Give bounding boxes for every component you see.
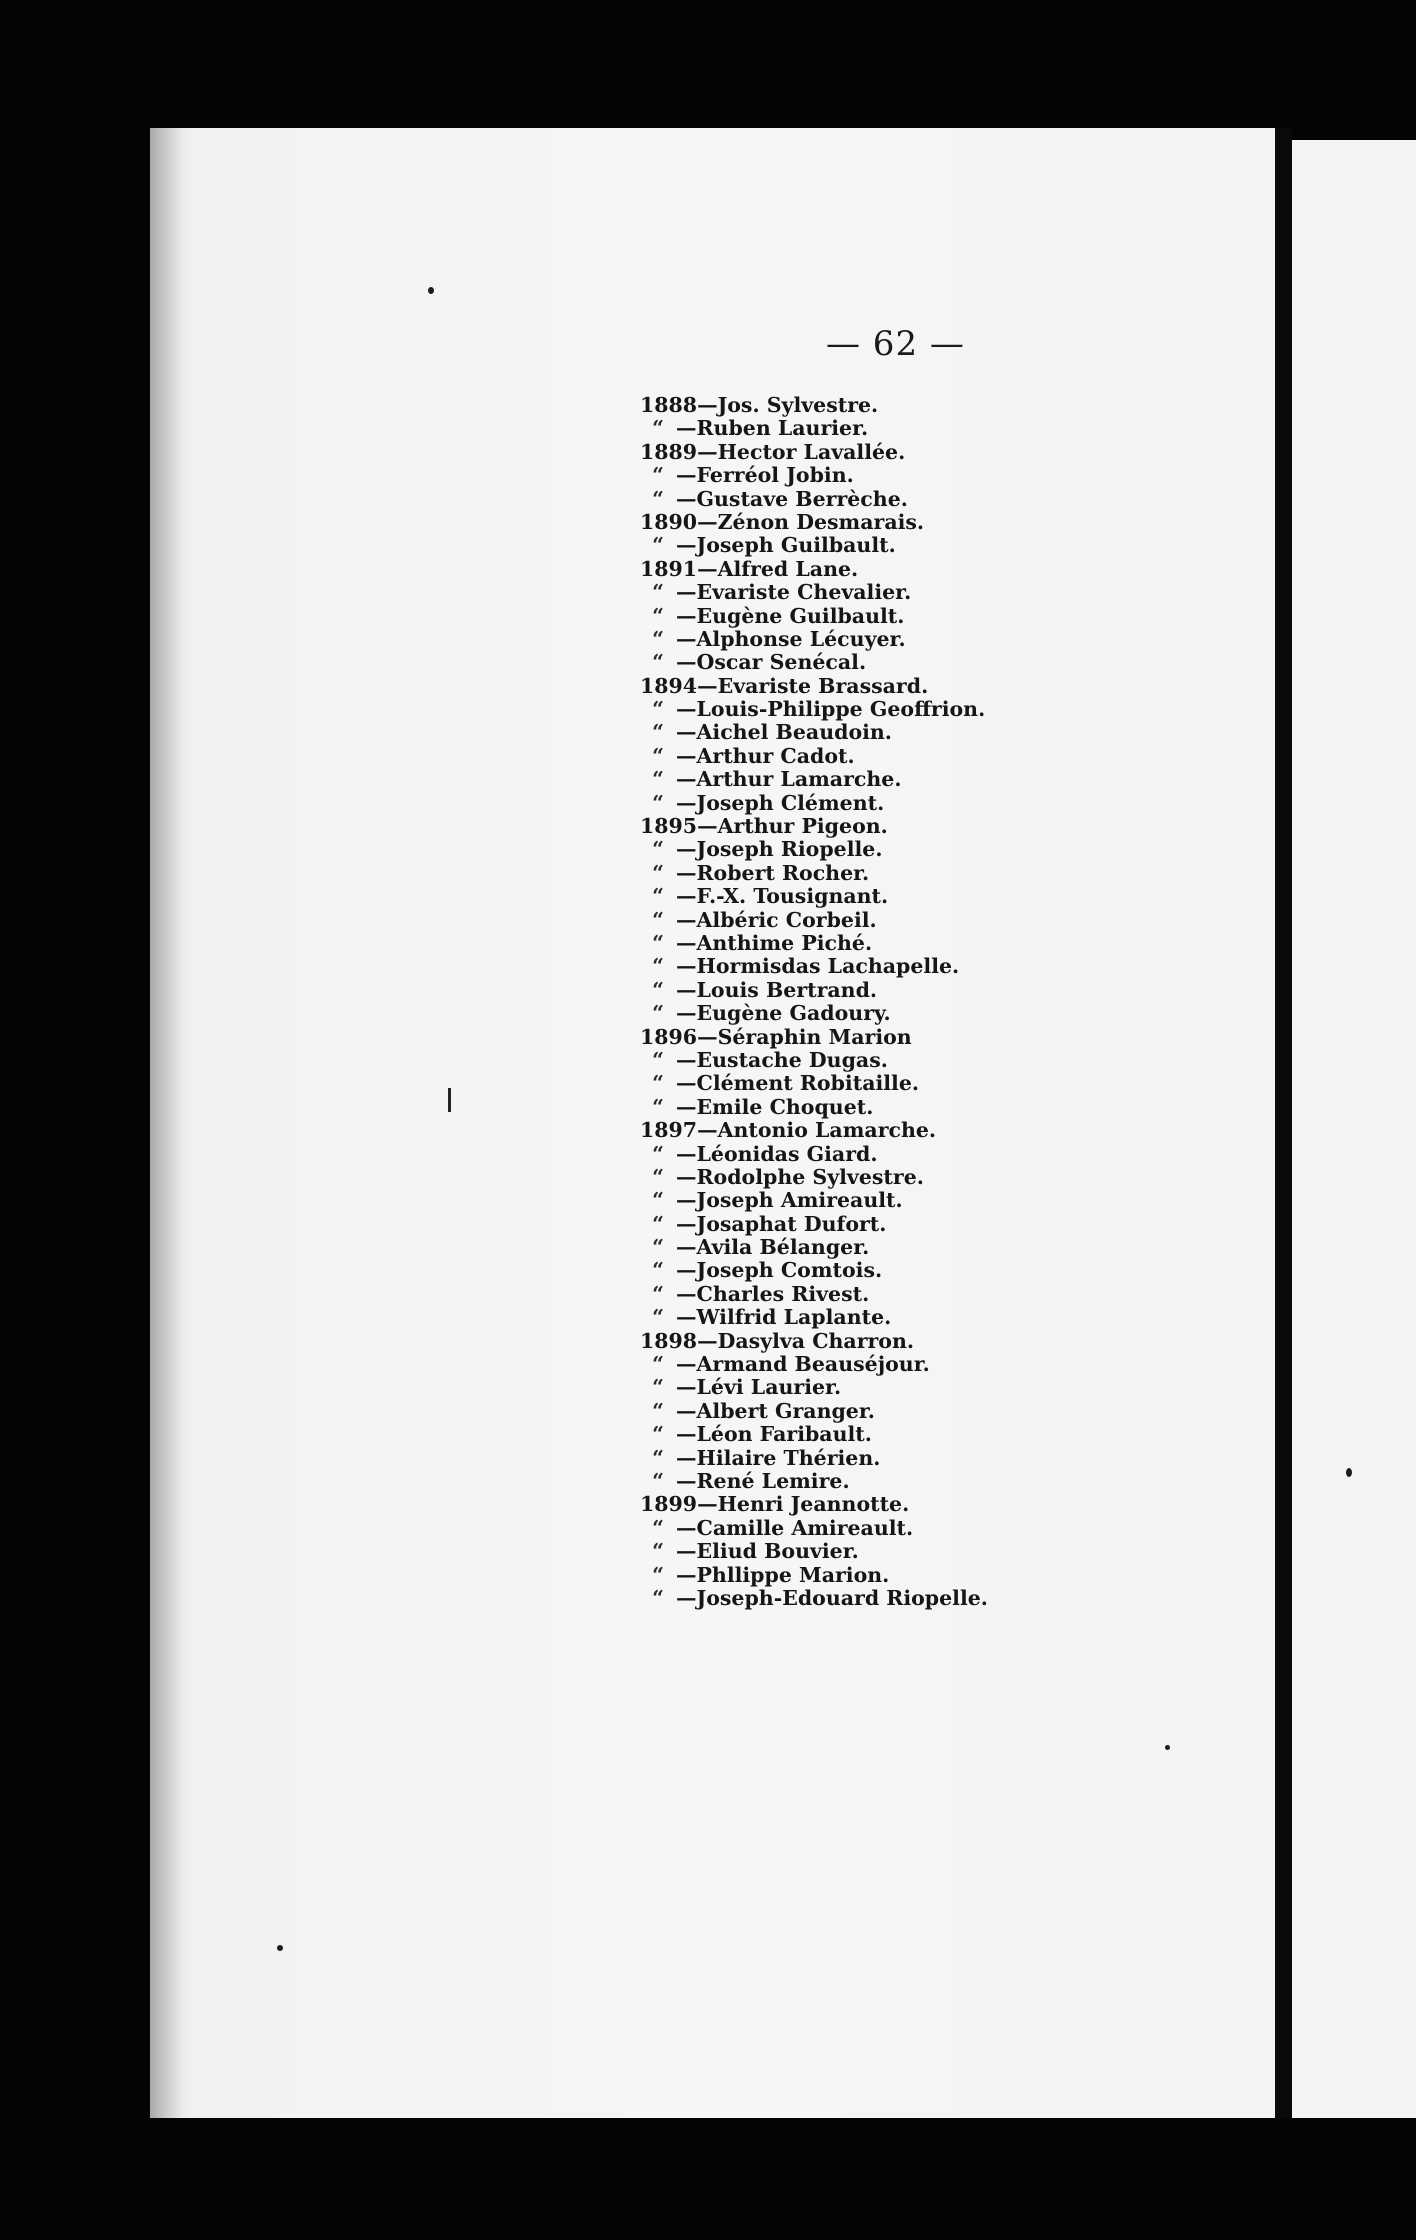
ditto-mark: “	[652, 790, 664, 815]
list-item	[640, 1470, 988, 1493]
ditto-mark: “	[652, 603, 664, 628]
ditto-mark: “	[652, 837, 664, 862]
entry-name: —Joseph Comtois.	[676, 1258, 883, 1283]
ditto-mark: “	[652, 930, 664, 955]
list-item	[640, 885, 988, 908]
list-item	[640, 698, 988, 721]
list-item	[640, 1143, 988, 1166]
ditto-mark: “	[652, 1468, 664, 1493]
ditto-mark: “	[652, 1539, 664, 1564]
list-item	[640, 815, 988, 838]
entry-name: —Zénon Desmarais.	[697, 509, 925, 534]
entry-name: —Hector Lavallée.	[697, 439, 906, 464]
list-item	[640, 1540, 988, 1563]
list-item	[640, 628, 988, 651]
list-item	[640, 1283, 988, 1306]
ditto-mark: “	[652, 977, 664, 1002]
list-item	[640, 955, 988, 978]
list-item	[640, 792, 988, 815]
entry-name: —Rodolphe Sylvestre.	[676, 1164, 924, 1189]
ditto-mark: “	[652, 1001, 664, 1026]
entry-name: —Eugène Gadoury.	[676, 1001, 891, 1026]
list-item	[640, 768, 988, 791]
ditto-mark: “	[652, 1258, 664, 1283]
ditto-mark: “	[652, 1398, 664, 1423]
entry-name: —Eliud Bouvier.	[676, 1539, 859, 1564]
list-item	[640, 534, 988, 557]
list-item	[640, 675, 988, 698]
entry-name: —Ruben Laurier.	[676, 416, 869, 441]
ink-speck	[277, 1945, 283, 1951]
entry-year: 1895	[640, 814, 698, 839]
entry-name: —Arthur Pigeon.	[697, 814, 888, 839]
ditto-mark: “	[652, 533, 664, 558]
entry-name: —Lévi Laurier.	[676, 1375, 842, 1400]
entry-name: —Wilfrid Laplante.	[676, 1305, 892, 1330]
entry-name: —Robert Rocher.	[676, 860, 870, 885]
ditto-mark: “	[652, 1422, 664, 1447]
entry-year: 1896	[640, 1024, 698, 1049]
entry-name: —Alphonse Lécuyer.	[676, 626, 906, 651]
entry-name: —Léon Faribault.	[676, 1422, 872, 1447]
list-item	[640, 909, 988, 932]
ditto-mark: “	[652, 1071, 664, 1096]
entry-name: —Evariste Brassard.	[697, 673, 929, 698]
list-item	[640, 581, 988, 604]
entry-name: —Gustave Berrèche.	[676, 486, 908, 511]
entry-year: 1898	[640, 1328, 698, 1353]
ditto-mark: “	[652, 1562, 664, 1587]
entry-name: —Joseph-Edouard Riopelle.	[676, 1585, 988, 1610]
list-item	[640, 1166, 988, 1189]
list-item	[640, 1002, 988, 1025]
facing-page-edge	[1292, 140, 1416, 2118]
entry-name: —Anthime Piché.	[676, 930, 873, 955]
entry-name: —Emile Choquet.	[676, 1094, 874, 1119]
entry-name: —Louis-Philippe Geoffrion.	[676, 697, 986, 722]
entry-year: 1889	[640, 439, 698, 464]
ditto-mark: “	[652, 720, 664, 745]
ditto-mark: “	[652, 1094, 664, 1119]
list-item	[640, 1026, 988, 1049]
ditto-mark: “	[652, 650, 664, 675]
ditto-mark: “	[652, 884, 664, 909]
list-item	[640, 605, 988, 628]
entry-name: —Josaphat Dufort.	[676, 1211, 887, 1236]
ditto-mark: “	[652, 626, 664, 651]
entry-name: —F.-X. Tousignant.	[676, 884, 889, 909]
ditto-mark: “	[652, 1515, 664, 1540]
name-list	[640, 394, 988, 1610]
list-item	[640, 932, 988, 955]
entry-name: —Alfred Lane.	[697, 556, 859, 581]
entry-name: —Albéric Corbeil.	[676, 907, 877, 932]
ink-speck	[428, 287, 434, 294]
ditto-mark: “	[652, 580, 664, 605]
list-item	[640, 1353, 988, 1376]
entry-name: —Joseph Amireault.	[676, 1188, 903, 1213]
list-item	[640, 1376, 988, 1399]
ditto-mark: “	[652, 416, 664, 441]
list-item	[640, 721, 988, 744]
list-item	[640, 1236, 988, 1259]
entry-name: —Joseph Riopelle.	[676, 837, 883, 862]
list-item	[640, 1259, 988, 1282]
ink-speck	[1165, 1745, 1170, 1750]
entry-name: —Oscar Senécal.	[676, 650, 867, 675]
entry-name: —Arthur Lamarche.	[676, 767, 902, 792]
ditto-mark: “	[652, 1352, 664, 1377]
ditto-mark: “	[652, 743, 664, 768]
ditto-mark: “	[652, 1585, 664, 1610]
entry-year: 1894	[640, 673, 698, 698]
entry-name: —Evariste Chevalier.	[676, 580, 912, 605]
entry-name: —Louis Bertrand.	[676, 977, 878, 1002]
list-item	[640, 745, 988, 768]
list-item	[640, 1423, 988, 1446]
ditto-mark: “	[652, 486, 664, 511]
list-item	[640, 1517, 988, 1540]
list-item	[640, 1564, 988, 1587]
list-item	[640, 979, 988, 1002]
list-item	[640, 394, 988, 417]
entry-year: 1899	[640, 1492, 698, 1517]
entry-name: —Arthur Cadot.	[676, 743, 855, 768]
list-item	[640, 1493, 988, 1516]
list-item	[640, 838, 988, 861]
entry-name: —René Lemire.	[676, 1468, 850, 1493]
page-edge-divider	[1275, 128, 1292, 2118]
list-item	[640, 1049, 988, 1072]
ditto-mark: “	[652, 767, 664, 792]
ditto-mark: “	[652, 954, 664, 979]
entry-name: —Aichel Beaudoin.	[676, 720, 892, 745]
list-item	[640, 511, 988, 534]
list-item	[640, 1587, 988, 1610]
list-item	[640, 1306, 988, 1329]
ditto-mark: “	[652, 1211, 664, 1236]
margin-mark	[448, 1088, 451, 1112]
ditto-mark: “	[652, 1047, 664, 1072]
entry-name: —Antonio Lamarche.	[697, 1118, 937, 1143]
entry-name: —Charles Rivest.	[676, 1281, 870, 1306]
ditto-mark: “	[652, 1141, 664, 1166]
list-item	[640, 1447, 988, 1470]
entry-year: 1891	[640, 556, 698, 581]
entry-name: —Armand Beauséjour.	[676, 1352, 930, 1377]
entry-name: —Hilaire Thérien.	[676, 1445, 881, 1470]
ditto-mark: “	[652, 1235, 664, 1260]
entry-name: —Hormisdas Lachapelle.	[676, 954, 960, 979]
list-item	[640, 1213, 988, 1236]
list-item	[640, 441, 988, 464]
list-item	[640, 1330, 988, 1353]
list-item	[640, 1072, 988, 1095]
entry-year: 1888	[640, 393, 698, 417]
entry-name: —Avila Bélanger.	[676, 1235, 870, 1260]
ditto-mark: “	[652, 1164, 664, 1189]
entry-name: —Phllippe Marion.	[676, 1562, 890, 1587]
entry-name: —Joseph Guilbault.	[676, 533, 896, 558]
entry-name: —Clément Robitaille.	[676, 1071, 920, 1096]
ditto-mark: “	[652, 697, 664, 722]
list-item	[640, 1096, 988, 1119]
entry-name: —Séraphin Marion	[697, 1024, 912, 1049]
entry-name: —Dasylva Charron.	[697, 1328, 915, 1353]
entry-name: —Henri Jeannotte.	[697, 1492, 910, 1517]
entry-name: —Albert Granger.	[676, 1398, 875, 1423]
page-gutter-shadow	[150, 128, 182, 2118]
ditto-mark: “	[652, 1281, 664, 1306]
list-item	[640, 417, 988, 440]
entry-name: —Eugène Guilbault.	[676, 603, 905, 628]
entry-name: —Léonidas Giard.	[676, 1141, 878, 1166]
entry-name: —Joseph Clément.	[676, 790, 885, 815]
list-item	[640, 862, 988, 885]
ditto-mark: “	[652, 1375, 664, 1400]
ditto-mark: “	[652, 1445, 664, 1470]
list-item	[640, 488, 988, 511]
list-item	[640, 464, 988, 487]
page-number: — 62 —	[826, 324, 965, 364]
list-item	[640, 1400, 988, 1423]
ink-speck	[1346, 1468, 1352, 1477]
entry-year: 1897	[640, 1118, 698, 1143]
ditto-mark: “	[652, 860, 664, 885]
list-item	[640, 651, 988, 674]
entry-name: —Camille Amireault.	[676, 1515, 914, 1540]
list-item	[640, 1189, 988, 1212]
ditto-mark: “	[652, 907, 664, 932]
entry-name: —Jos. Sylvestre.	[697, 393, 879, 417]
entry-year: 1890	[640, 509, 698, 534]
ditto-mark: “	[652, 1305, 664, 1330]
entry-name: —Ferréol Jobin.	[676, 463, 854, 488]
list-item	[640, 558, 988, 581]
ditto-mark: “	[652, 1188, 664, 1213]
ditto-mark: “	[652, 463, 664, 488]
list-item	[640, 1119, 988, 1142]
entry-name: —Eustache Dugas.	[676, 1047, 888, 1072]
